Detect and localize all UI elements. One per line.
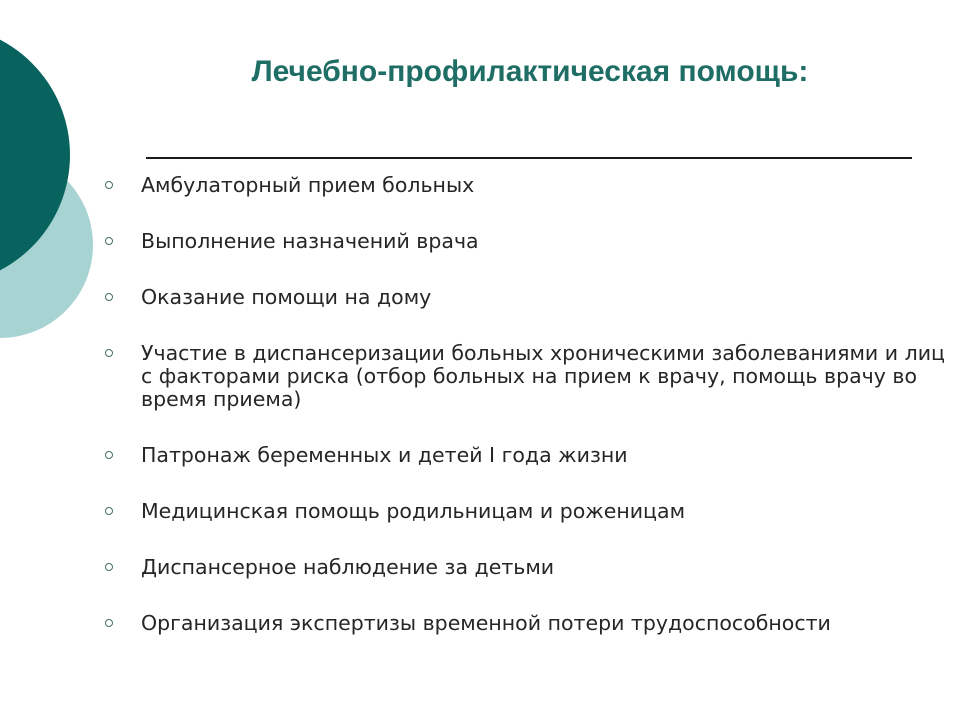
bullet-circle-icon <box>105 451 113 459</box>
bullet-list <box>105 170 945 635</box>
title-divider <box>146 157 912 159</box>
bullet-circle-icon <box>105 181 113 189</box>
bullet-item <box>105 556 945 579</box>
bullet-item <box>105 612 945 635</box>
slide-title: Лечебно-профилактическая помощь: <box>251 55 809 88</box>
bullet-text: Амбулаторный прием больных <box>141 173 475 197</box>
bullet-item <box>105 444 945 467</box>
decorative-circles <box>0 0 120 380</box>
bullet-circle-icon <box>105 237 113 245</box>
bullet-text: Оказание помощи на дому <box>141 285 432 309</box>
bullet-circle-icon <box>105 349 113 357</box>
bullet-item <box>105 500 945 523</box>
bullet-text: Выполнение назначений врача <box>141 229 479 253</box>
bullet-circle-icon <box>105 507 113 515</box>
bullet-circle-icon <box>105 293 113 301</box>
bullet-item <box>105 174 945 197</box>
bullet-circle-icon <box>105 563 113 571</box>
bullet-text: Участие в диспансеризации больных хроническими заболеваниями и лиц с факторами риска (отбор больных на прием к врачу, помощь врачу во время приема) <box>141 341 945 411</box>
bullet-text: Организация экспертизы временной потери трудоспособности <box>141 611 831 635</box>
bullet-text: Диспансерное наблюдение за детьми <box>141 555 555 579</box>
bullet-item <box>105 342 945 411</box>
bullet-circle-icon <box>105 619 113 627</box>
bullet-item <box>105 286 945 309</box>
bullet-item <box>105 230 945 253</box>
bullet-text: Патронаж беременных и детей I года жизни <box>141 443 628 467</box>
bullet-text: Медицинская помощь родильницам и роженицам <box>141 499 686 523</box>
